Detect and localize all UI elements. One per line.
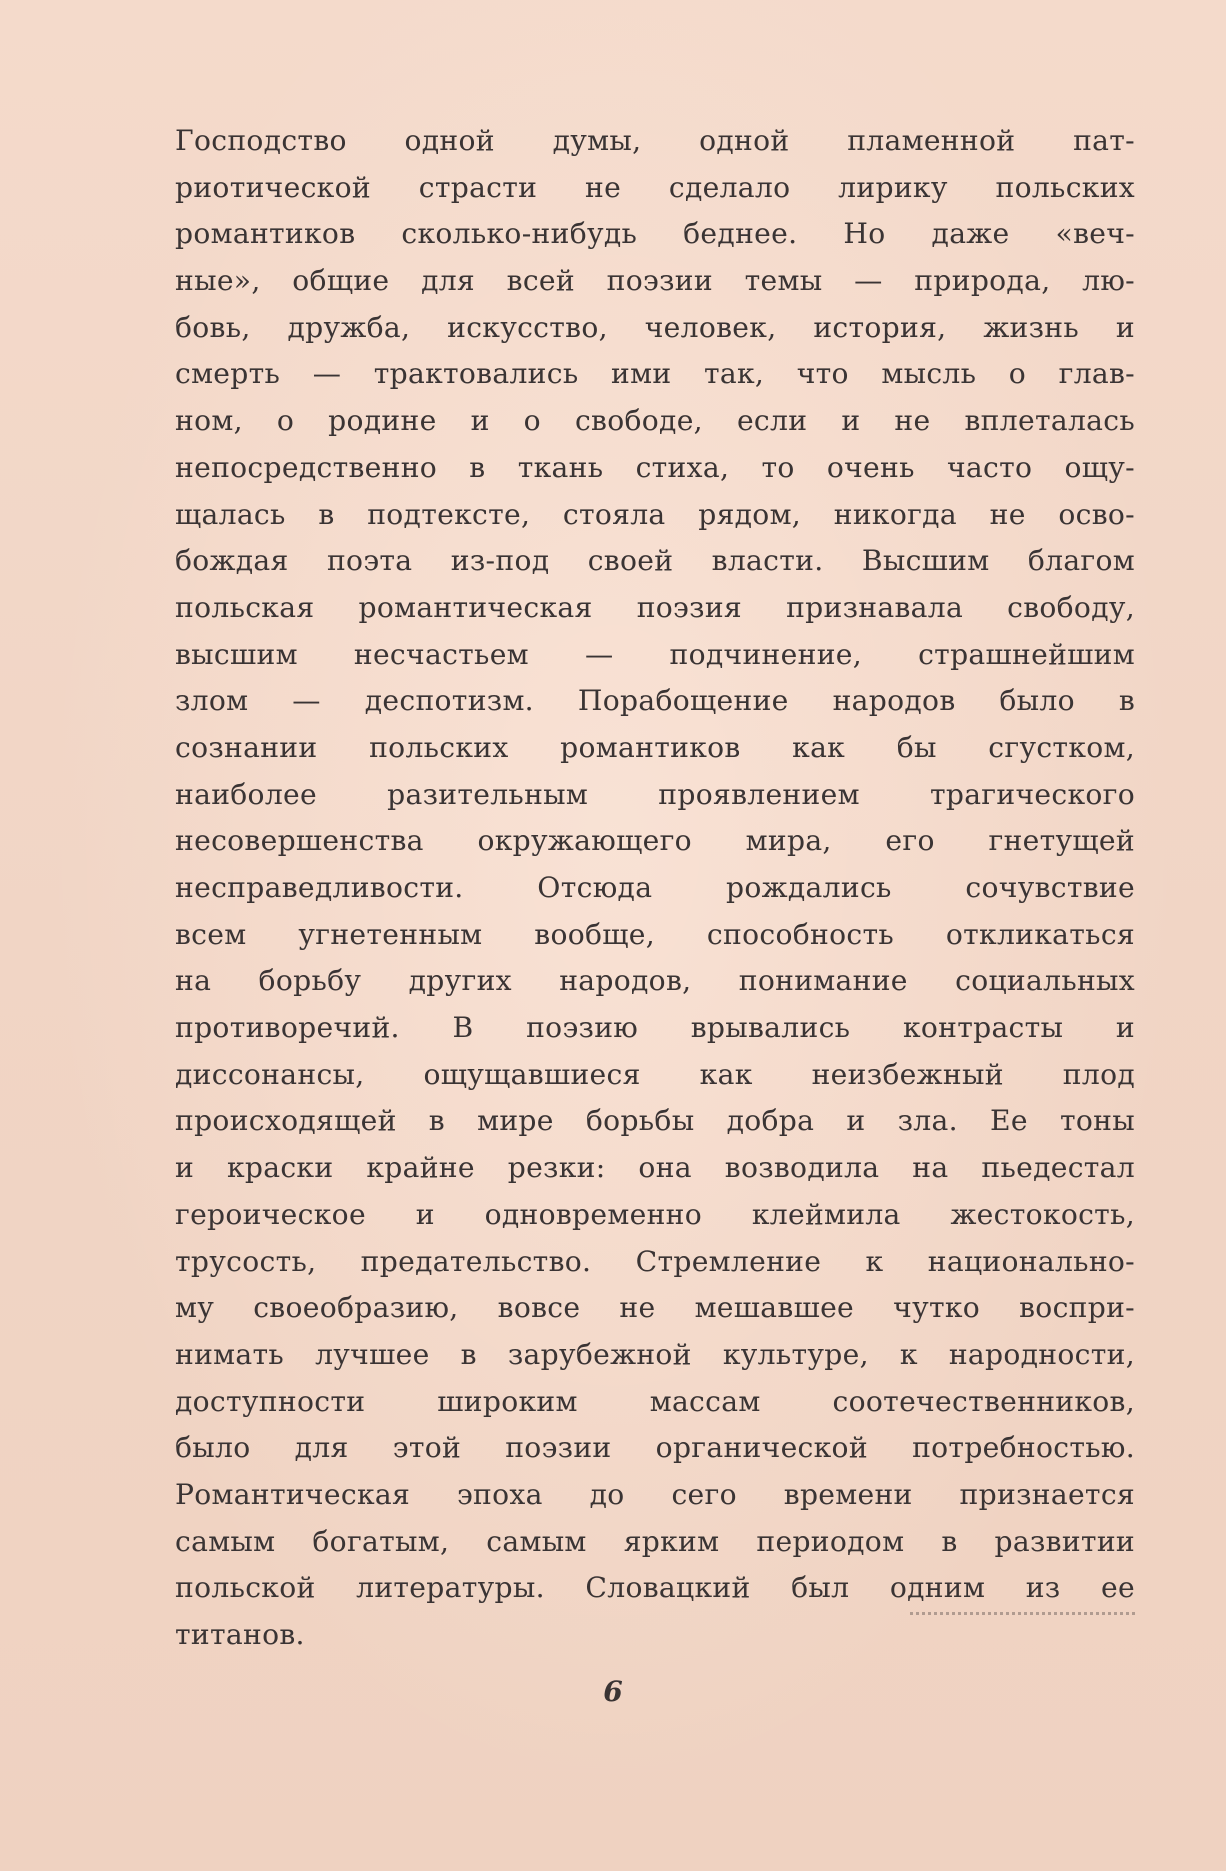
text-line: нимать лучшее в зарубежной культуре, к народности, [175,1337,1135,1371]
text-line: польская романтическая поэзия признавала свободу, [175,590,1135,624]
text-line: доступности широким массам соотечественников, [175,1384,1135,1418]
text-line: было для этой поэзии органической потребностью. [175,1431,1135,1465]
text-line: происходящей в мире борьбы добра и зла. Ее тоны [175,1104,1135,1138]
text-line: героическое и одновременно клеймила жестокость, [175,1197,1135,1231]
text-line: несовершенства окружающего мира, его гнетущей [175,824,1135,858]
text-line: всем угнетенным вообще, способность откликаться [175,917,1135,951]
page-number: 6 [603,1675,623,1708]
text-line: ные», общие для всей поэзии темы — природа, лю- [175,264,1135,298]
text-line: Романтическая эпоха до сего времени признается [175,1477,1135,1511]
text-line: му своеобразию, вовсе не мешавшее чутко воспри- [175,1291,1135,1325]
text-line: романтиков сколько-нибудь беднее. Но даже «веч- [175,217,1135,251]
text-line: наиболее разительным проявлением трагического [175,777,1135,811]
text-line: бождая поэта из-под своей власти. Высшим благом [175,544,1135,578]
print-smudge [910,1612,1135,1619]
text-line: несправедливости. Отсюда рождались сочувствие [175,871,1135,904]
text-line: смерть — трактовались ими так, что мысль о глав- [175,357,1135,391]
text-line: диссонансы, ощущавшиеся как неизбежный плод [175,1057,1135,1091]
text-line: трусость, предательство. Стремление к национально- [175,1244,1135,1278]
text-line: высшим несчастьем — подчинение, страшнейшим [175,637,1135,671]
text-line: польской литературы. Словацкий был одним из ее [175,1571,1135,1605]
text-line: титанов. [175,1618,305,1651]
text-line: риотической страсти не сделало лирику польских [175,170,1135,204]
text-line: ном, о родине и о свободе, если и не вплеталась [175,404,1135,438]
text-line: на борьбу других народов, понимание социальных [175,964,1135,998]
text-line: Господство одной думы, одной пламенной пат- [175,124,1135,157]
text-line: непосредственно в ткань стиха, то очень часто ощу- [175,450,1135,484]
text-line: сознании польских романтиков как бы сгустком, [175,730,1135,764]
text-line: самым богатым, самым ярким периодом в развитии [175,1524,1135,1558]
body-text [175,118,1135,1659]
text-line: и краски крайне резки: она возводила на пьедестал [175,1151,1135,1185]
text-line: щалась в подтексте, стояла рядом, никогда не осво- [175,497,1135,531]
text-line: бовь, дружба, искусство, человек, история, жизнь и [175,310,1135,344]
text-line: противоречий. В поэзию врывались контрасты и [175,1011,1135,1045]
text-line: злом — деспотизм. Порабощение народов было в [175,684,1135,718]
